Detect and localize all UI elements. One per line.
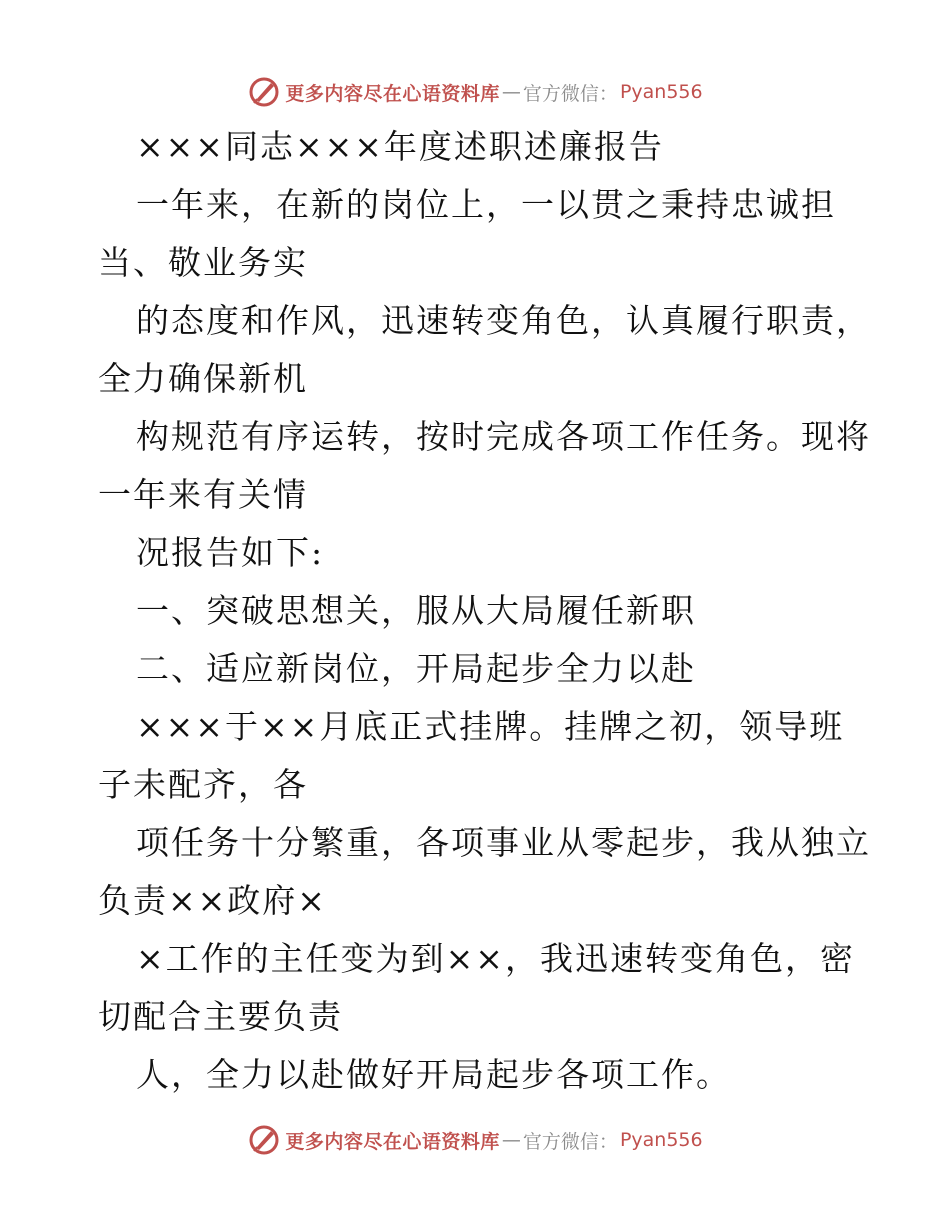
document-title: ×××同志×××年度述职述廉报告: [136, 127, 664, 166]
banner-wechat-label: 官方微信：: [522, 82, 618, 105]
paragraph-line: 一年来，在新的岗位上，一以贯之秉持忠诚担: [136, 185, 836, 224]
banner-separator: —: [501, 1129, 521, 1151]
banner-main-text: 更多内容尽在心语资料库: [285, 82, 500, 105]
banner-separator: —: [501, 81, 521, 103]
paragraph-line: 当、敬业务实: [98, 243, 308, 282]
paragraph-line: 人，全力以赴做好开局起步各项工作。: [136, 1055, 731, 1094]
section-heading: 一、突破思想关，服从大局履任新职: [136, 591, 696, 630]
header-watermark-banner: [0, 72, 950, 112]
paragraph-line: 项任务十分繁重，各项事业从零起步，我从独立: [136, 823, 871, 862]
banner-wechat-label: 官方微信：: [522, 1130, 618, 1153]
paragraph-line: 负责××政府×: [98, 881, 327, 920]
paragraph-line: 的态度和作风，迅速转变角色，认真履行职责，: [136, 301, 871, 340]
paragraph-line: 切配合主要负责: [98, 997, 343, 1036]
paragraph-line: 子未配齐，各: [98, 765, 308, 804]
section-heading: 二、适应新岗位，开局起步全力以赴: [136, 649, 696, 688]
paragraph-line: ×工作的主任变为到××，我迅速转变角色，密: [136, 939, 855, 978]
quill-logo-icon: [247, 75, 281, 109]
paragraph-line: 况报告如下:: [136, 533, 325, 572]
document-body: [98, 118, 871, 1104]
paragraph-line: ×××于××月底正式挂牌。挂牌之初，领导班: [136, 707, 845, 746]
paragraph-line: 构规范有序运转，按时完成各项工作任务。现将: [136, 417, 871, 456]
paragraph-line: 全力确保新机: [98, 359, 308, 398]
quill-logo-icon: [247, 1123, 281, 1157]
banner-wechat-id: Pyan556: [619, 81, 703, 103]
paragraph-line: 一年来有关情: [98, 475, 308, 514]
footer-watermark-banner: [0, 1120, 950, 1160]
banner-wechat-id: Pyan556: [619, 1129, 703, 1151]
banner-main-text: 更多内容尽在心语资料库: [285, 1130, 500, 1153]
